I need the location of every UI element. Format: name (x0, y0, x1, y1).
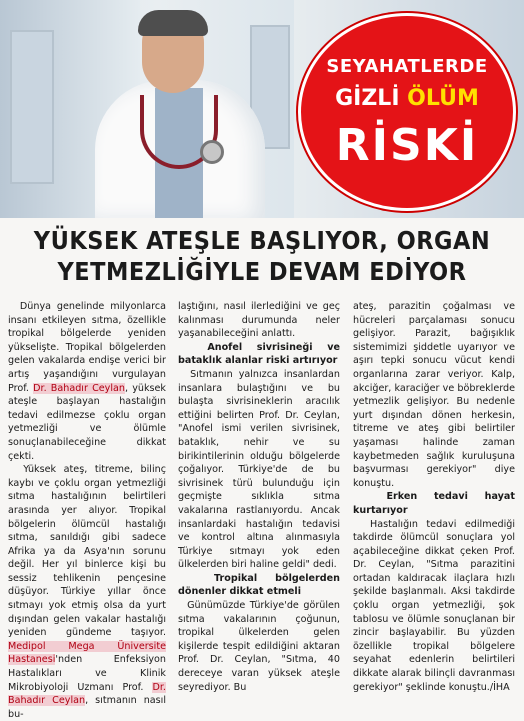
headline-line-2: YETMEZLİĞİYLE DEVAM EDİYOR (57, 257, 467, 286)
subheading-text: Anofel sivrisineği ve bataklık alanlar riski artırıyor (178, 341, 340, 367)
subheading-text: Erken tedavi hayat kurtarıyor (353, 491, 515, 516)
text: Günümüzde Türkiye'de görülen sıtma vakalarının çoğunun, tropikal ülkelerden gelen kişilerde tespit edildiğini aktaran Prof. Dr. Ceylan, "Sıtma, 40 dereceye varan yüksek ateşle seyrediyor. Bu (178, 600, 340, 693)
name-highlight: Dr. Bahadır Ceylan (8, 681, 166, 707)
hospital-highlight: Medipol Mega Üniversite Hastanesi (8, 640, 166, 666)
text: Hastalığın tedavi edilmediği takdirde ölümcül sonuçlara yol açabileceğine dikkat çeken Prof. Dr. Ceylan, "Sıtma parazitini ortadan kaldıracak ilaçlara hızlı şekilde başlanmalı. Aksi takdirde çoklu organ yetmezliği, şok tablosu ve ölümle sonuçlanan bir zincir başlayabilir. Bu yüzden özellikle tropikal bölgelere seyahat edenlerin belirtileri dikkate alarak bilinçli davranması gerekiyor" şeklinde konuştu./İHA (353, 518, 515, 693)
article-column-1 (8, 300, 166, 721)
door-left (10, 30, 54, 184)
paragraph (178, 599, 340, 694)
badge-line-2a: GİZLİ (335, 86, 408, 111)
paragraph (8, 300, 166, 463)
subheading (353, 490, 515, 517)
title-badge (298, 13, 516, 211)
badge-line-3: RİSKİ (335, 120, 479, 171)
badge-line-1: SEYAHATLERDE (326, 56, 488, 77)
article-column-3 (353, 300, 515, 694)
text: Sıtmanın yalnızca insanlardan insanlara bulaştığını ve bu bulaşta sivrisineklerin aracılık ettiğini belirten Prof. Dr. Ceylan, "Anofel ismi verilen sivrisinek, bataklık, nehir ve su birikintilerinin olduğu bölgelerde çoğalıyor. Türkiye'de de bu sivrisinek türü bulunduğu için geçmişte sıklıkla sıtma vakalarına rastlanıyordu. Ancak insanlardaki hastalığın tedavisi ve kontrol altına alınmasıyla Türkiye sıtmayı yok eden ülkelerden biri haline geldi" dedi. (178, 368, 340, 571)
text: Yüksek ateş, titreme, bilinç kaybı ve çoklu organ yetmezliği sıtma hastalığının belirtileri arasında yer alıyor. Tropikal bölgelerin ölümcül hastalığı sıtma, sanıldığı gibi sadece Afrika ya da Asya'nın sorunu değil. Her yıl binlerce kişi bu sessiz tehlikenin pençesine düşüyor. Türkiye yıllar önce sıtmayı yok etmiş olsa da yurt dışından gelen vakalar hastalığı yeniden gündeme taşıyor. (8, 464, 166, 639)
paragraph: laştığını, nasıl ilerlediğini ve geç kalınması durumunda neler yaşanabileceğini anlattı. (178, 301, 340, 340)
stethoscope-head-icon (200, 140, 224, 164)
subheading-text: Tropikal bölgelerden dönenler dikkat etmeli (178, 572, 340, 598)
headline-line-1: YÜKSEK ATEŞLE BAŞLIYOR, ORGAN (33, 226, 491, 255)
text: , yüksek ateşle başlayan hastalığın tedavi edilmezse çoklu organ yetmezliği ve ölümle sonuçlanabileceğine dikkat çekti. (8, 382, 166, 462)
text: 'nden Enfeksiyon Hastalıkları ve Klinik Mikrobiyoloji Uzmanı Prof. (8, 654, 166, 693)
paragraph: ateş, parazitin çoğalması ve hücreleri parçalaması sonucu gelişiyor. Parazit, bağışıklık sistemimizi şiddetle uyarıyor ve aşırı tepki sonucu vücut kendi organlarına zarar veriyor. Kalp, akciğer, karaciğer ve böbreklerde yetmezlik gelişiyor. Bu nedenle yurt dışından dönen herkesin, titreme ve ateş gibi belirtiler yaşaması halinde zaman kaybetmeden sağlık kuruluşuna başvurması gerekiyor" diye konuştu. (353, 301, 515, 489)
paragraph (178, 368, 340, 572)
subheading (178, 341, 340, 368)
paragraph (353, 518, 515, 695)
text: Dünya genelinde milyonlarca insanı etkileyen sıtma, özellikle tropikal bölgelerde yeniden yükselişte. Tropikal bölgelerden gelen vakalarda endişe verici bir artış yaşandığını vurgulayan Prof. (8, 301, 166, 394)
paragraph (8, 463, 166, 721)
subheading (178, 572, 340, 599)
name-highlight: Dr. Bahadır Ceylan (33, 382, 125, 394)
article-column-2 (178, 300, 340, 694)
badge-line-2b: ÖLÜM (407, 86, 479, 111)
badge-line-2 (301, 86, 513, 111)
doctor-hair (138, 10, 208, 36)
text: , sıtmanın nasıl bu- (8, 695, 166, 720)
